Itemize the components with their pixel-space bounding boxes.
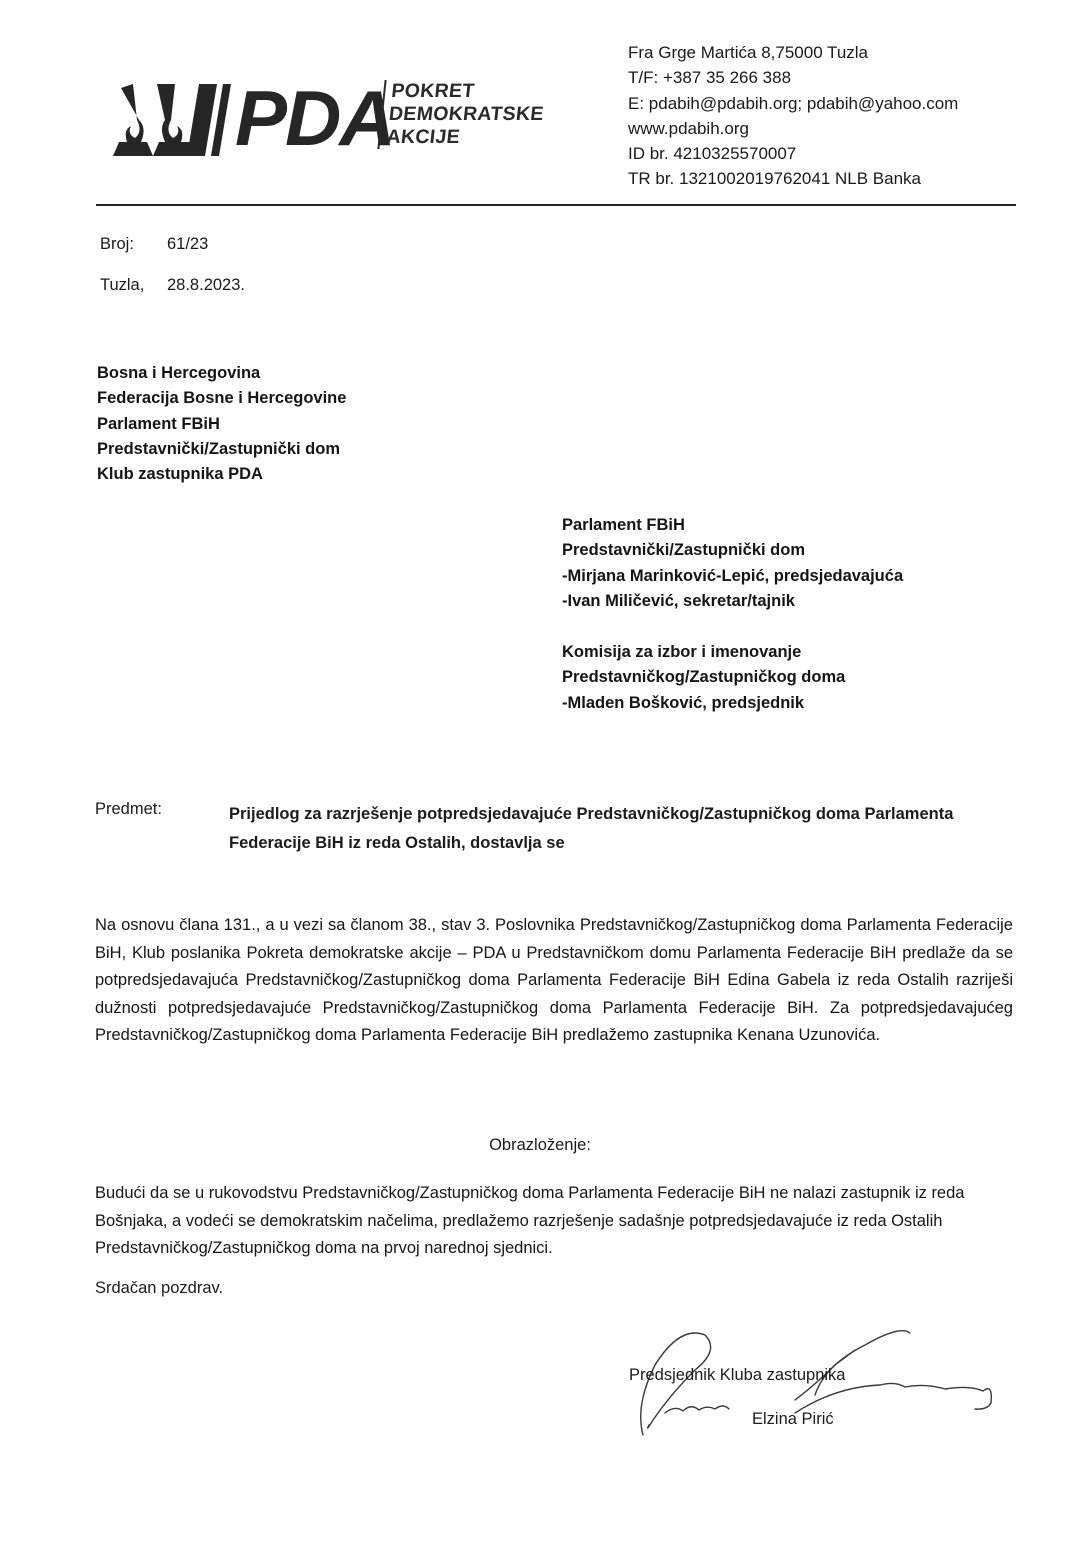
sender-line: Federacija Bosne i Hercegovine: [97, 389, 347, 408]
subject-label: Predmet:: [95, 800, 162, 818]
recipient-line: Parlament FBiH: [562, 516, 685, 534]
contact-id: ID br. 4210325570007: [628, 144, 797, 164]
recipient-block-parliament: [562, 513, 903, 614]
contact-bank: TR br. 1321002019762041 NLB Banka: [628, 169, 922, 189]
contact-website[interactable]: www.pdabih.org: [628, 118, 749, 138]
signatory-name: Elzina Pirić: [752, 1410, 834, 1428]
contact-address: Fra Grge Martića 8,75000 Tuzla: [628, 43, 869, 62]
reference-number-label: Broj:: [100, 235, 134, 253]
sender-line: Predstavnički/Zastupnički dom: [97, 439, 340, 458]
reference-date: [100, 276, 245, 295]
contact-phone: T/F: +387 35 266 388: [628, 68, 792, 88]
sender-line: Bosna i Hercegovina: [97, 364, 261, 382]
sender-line: Klub zastupnika PDA: [97, 465, 263, 484]
tagline-line: DEMOKRATSKE: [387, 103, 545, 125]
subject-text: Prijedlog za razrješenje potpredsjedavajuće Predstavničkog/Zastupničkog doma Parlamenta Federacije BiH iz reda Ostalih, dostavlja se: [229, 805, 954, 852]
recipient-line: -Mirjana Marinković-Lepić, predsjedavajuća: [562, 566, 904, 585]
rationale-heading: Obrazloženje:: [489, 1136, 591, 1154]
body-paragraph-proposal: Na osnovu člana 131., a u vezi sa članom 38., stav 3. Poslovnika Predstavničkog/Zastupničkog doma Parlamenta Federacije BiH, Klub poslanika Pokreta demokratske akcije – PDA u Predstavničkom domu Parlamenta Federacije BiH predlaže da se potpredsjedavajuća Predstavničkog/Zastupničkog doma Parlamenta Federacije BiH Edina Gabela iz reda Ostalih razriješi dužnosti potpredsjedavajuće Predstavničkog/Zastupničkog doma Parlamenta Federacije BiH. Za potpredsjedavajućeg Predstavničkog/Zastupničkog doma Parlamenta Federacije BiH predlažemo zastupnika Kenana Uzunovića.: [95, 916, 1013, 1044]
tagline-line: AKCIJE: [385, 126, 462, 148]
closing-salutation: Srdačan pozdrav.: [95, 1279, 224, 1297]
contact-block: [628, 40, 958, 192]
tagline-line: POKRET: [390, 80, 476, 102]
header-divider: [96, 204, 1016, 206]
place-label: Tuzla,: [100, 276, 145, 294]
recipient-line: -Ivan Miličević, sekretar/tajnik: [562, 591, 795, 610]
date-value: 28.8.2023.: [167, 276, 245, 294]
recipient-line: Predstavničkog/Zastupničkog doma: [562, 668, 846, 687]
sender-block: [97, 361, 346, 487]
recipient-block-commission: [562, 640, 845, 716]
contact-email[interactable]: E: pdabih@pdabih.org; pdabih@yahoo.com: [628, 93, 959, 113]
recipient-line: Predstavnički/Zastupnički dom: [562, 541, 805, 560]
reference-number-value: 61/23: [167, 235, 209, 253]
logo-wordmark: PDA: [235, 74, 394, 162]
signature-title: Predsjednik Kluba zastupnika: [629, 1366, 846, 1384]
recipient-line: Komisija za izbor i imenovanje: [562, 643, 802, 661]
recipient-line: -Mladen Bošković, predsjednik: [562, 693, 805, 712]
logo-tagline: [377, 80, 612, 149]
sender-line: Parlament FBiH: [97, 414, 220, 433]
body-paragraph-rationale: Budući da se u rukovodstvu Predstavničkog/Zastupničkog doma Parlamenta Federacije BiH ne nalazi zastupnik iz reda Bošnjaka, a vodeći se demokratskim načelima, predlažemo razrješenje sadašnje potpredsjedavajuće iz reda Ostalih Predstavničkog/Zastupničkog doma na prvoj narednoj sjednici.: [95, 1184, 965, 1257]
reference-number: [100, 235, 208, 254]
